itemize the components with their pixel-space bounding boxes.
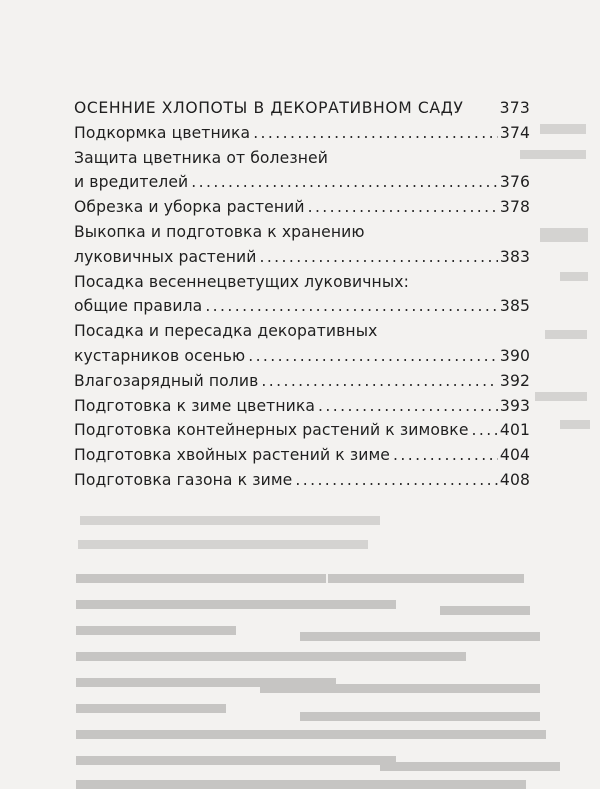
- section-page-number: 373: [499, 99, 530, 117]
- toc-entry-title: Защита цветника от болезней: [74, 148, 328, 167]
- toc-entry-title: Подкормка цветника: [74, 123, 251, 142]
- toc-entry: [74, 319, 530, 369]
- toc-entry-page: 390: [499, 346, 530, 365]
- dot-leader: [253, 121, 498, 146]
- toc-entry: [74, 468, 530, 493]
- table-of-contents: [74, 96, 530, 493]
- toc-entry-page: 376: [499, 173, 530, 192]
- dot-leader: [191, 170, 498, 195]
- toc-entry: [74, 270, 530, 320]
- toc-entry: [74, 220, 530, 270]
- dot-leader: [259, 245, 497, 270]
- toc-entry-title: Подготовка хвойных растений к зиме: [74, 446, 390, 465]
- toc-entry-page: 393: [499, 396, 530, 415]
- dot-leader: [318, 394, 498, 419]
- toc-entry-page: 374: [499, 123, 530, 142]
- toc-entry: [74, 394, 530, 419]
- toc-entry-page: 378: [499, 198, 530, 217]
- toc-entry-title: Посадка и пересадка декоративных: [74, 322, 378, 341]
- toc-entry-title: Подготовка контейнерных растений к зимовке: [74, 421, 469, 440]
- toc-entry-title: Выкопка и подготовка к хранению: [74, 222, 365, 241]
- toc-entry-title-continued: кустарников осенью: [74, 346, 246, 365]
- dot-leader: [308, 195, 498, 220]
- toc-entry: [74, 369, 530, 394]
- dot-leader: [248, 344, 498, 369]
- toc-entry-title-continued: общие правила: [74, 297, 203, 316]
- toc-entry-page: 401: [499, 421, 530, 440]
- toc-entry-page: 392: [499, 371, 530, 390]
- section-title: ОСЕННИЕ ХЛОПОТЫ В ДЕКОРАТИВНОМ САДУ: [74, 99, 464, 117]
- toc-entry-title: Обрезка и уборка растений: [74, 198, 305, 217]
- toc-entry-page: 383: [499, 247, 530, 266]
- toc-entry-title: Посадка весеннецветущих луковичных:: [74, 272, 409, 291]
- dot-leader: [295, 468, 498, 493]
- toc-entry-title: Влагозарядный полив: [74, 371, 259, 390]
- toc-entry: [74, 418, 530, 443]
- toc-entry-title-continued: луковичных растений: [74, 247, 257, 266]
- toc-entry-page: 408: [499, 470, 530, 489]
- dot-leader: [261, 369, 498, 394]
- toc-entry-title-continued: и вредителей: [74, 173, 189, 192]
- dot-leader: [205, 294, 498, 319]
- dot-leader: [393, 443, 498, 468]
- toc-entry: [74, 121, 530, 146]
- toc-entry-page: 385: [499, 297, 530, 316]
- toc-entry: [74, 146, 530, 196]
- toc-entry-page: 404: [499, 446, 530, 465]
- toc-section-heading: [74, 96, 530, 121]
- toc-entry-title: Подготовка к зиме цветника: [74, 396, 316, 415]
- toc-entry: [74, 195, 530, 220]
- dot-leader: [472, 418, 498, 443]
- toc-entry: [74, 443, 530, 468]
- toc-entry-title: Подготовка газона к зиме: [74, 470, 293, 489]
